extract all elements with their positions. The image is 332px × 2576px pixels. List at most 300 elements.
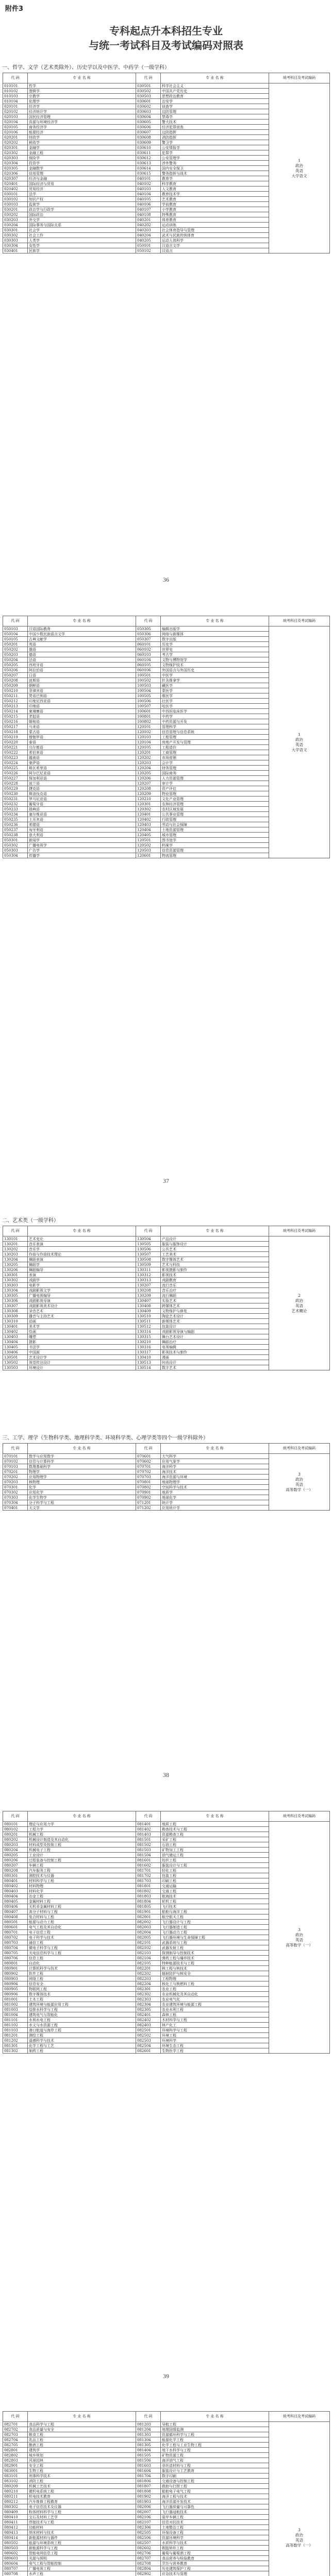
major-name: 经济统计学 xyxy=(28,109,136,114)
major-name: 粉体材料科学与工程 xyxy=(28,2510,136,2515)
major-name: 档案学 xyxy=(161,843,269,848)
major-name: 飞行器制造工程 xyxy=(161,1925,269,1930)
major-code: 130303 xyxy=(3,1283,28,1288)
major-name: 油气储运工程 xyxy=(161,1853,269,1858)
major-name: 资源循环科学与工程 xyxy=(161,2432,269,2437)
major-code: 050213 xyxy=(3,704,28,709)
major-name: 船舶与海洋工程 xyxy=(161,1909,269,1914)
major-code: 130304 xyxy=(3,1288,28,1293)
major-code: 120402 xyxy=(136,817,161,822)
major-code: 030607 xyxy=(136,130,161,135)
major-code: 120210 xyxy=(136,796,161,802)
major-code: 040102 xyxy=(136,181,161,187)
major-name: 飞行器环境与生命保障工程 xyxy=(161,1935,269,1940)
major-name: 舞蹈表演 xyxy=(28,1257,136,1262)
major-code: 081404 xyxy=(136,2448,161,2453)
major-code: 020402 xyxy=(3,187,28,192)
major-code: 080205 xyxy=(3,1853,28,1858)
major-code: 100505 xyxy=(136,693,161,699)
major-code: 082707 xyxy=(136,2556,161,2561)
major-name: 外国语言与外国历史 xyxy=(161,668,269,673)
major-code: 130204 xyxy=(3,1257,28,1262)
major-name: 辐射防护与核安全 xyxy=(161,1971,269,1976)
major-name: 环境生态工程 xyxy=(161,2043,269,2048)
section-title: 三、工学、理学（生物科学类、地理科学类、环境科学类、心理学类等四个一级学科除外） xyxy=(2,1435,208,1441)
major-code: 050305 xyxy=(136,626,161,632)
major-name: 工业设计 xyxy=(28,1853,136,1858)
major-code: 082004 xyxy=(136,1930,161,1935)
major-name: 工艺美术 xyxy=(161,1252,269,1257)
major-code: 082507 xyxy=(136,2540,161,2546)
major-name: 电气工程及其自动化 xyxy=(28,1925,136,1930)
major-code: 082703 xyxy=(3,2432,28,2437)
major-name: 伦理学 xyxy=(28,99,136,104)
major-table xyxy=(3,1226,330,1370)
major-name: 编辑出版学 xyxy=(161,626,269,632)
major-name: 中国画 xyxy=(28,1350,136,1355)
major-name: 烹饪与营养教育 xyxy=(161,2561,269,2566)
major-name: 菲律宾语 xyxy=(28,688,136,693)
major-code: 060103 xyxy=(136,652,161,657)
major-code: 050231 xyxy=(3,796,28,802)
major-name: 财务管理 xyxy=(161,766,269,771)
major-name: 体育教育 xyxy=(161,217,269,223)
major-code: 082402 xyxy=(136,2018,161,2023)
major-name: 逻辑学 xyxy=(28,89,136,94)
exam-subject: 英语 xyxy=(295,1303,303,1308)
major-code: 080101 xyxy=(3,1822,28,1827)
major-name: 思想政治教育 xyxy=(161,94,269,99)
major-name: 古典文献学 xyxy=(28,637,136,642)
column-header-code: 代 码 xyxy=(136,73,161,83)
major-code: 080801 xyxy=(3,1961,28,1966)
major-code: 120502 xyxy=(136,843,161,848)
major-code: 100802 xyxy=(136,719,161,724)
major-name: 乳品工程 xyxy=(28,2437,136,2443)
major-code: 070802 xyxy=(136,1485,161,1490)
major-name: 海洋资源开发技术 xyxy=(161,2499,269,2504)
major-code: 050223 xyxy=(3,755,28,760)
major-name: 遥感科学与技术 xyxy=(28,2038,136,2043)
major-code: 080401 xyxy=(3,1878,28,1884)
major-name: 核化工与核燃料工程 xyxy=(161,1981,269,1987)
major-name: 禁毒学 xyxy=(161,114,269,120)
major-name: 产品设计 xyxy=(161,1236,269,1242)
column-header-code: 代 码 xyxy=(3,616,28,626)
major-name: 分子科学与工程 xyxy=(28,1500,136,1505)
column-header-code: 代 码 xyxy=(136,1811,161,1822)
major-code: 080201 xyxy=(3,1832,28,1837)
major-name: 信息工程 xyxy=(28,1956,136,1961)
major-code: 040202 xyxy=(136,223,161,228)
major-name: 影视技术 xyxy=(161,1273,269,1278)
major-name: 财政学 xyxy=(28,135,136,140)
exam-subjects xyxy=(269,626,330,858)
major-code: 080414 xyxy=(3,2535,28,2540)
major-code: 130408 xyxy=(136,1303,161,1309)
major-code: 082104 xyxy=(136,1956,161,1961)
major-code: 030612 xyxy=(136,156,161,161)
major-name: 朝鲜语 xyxy=(28,683,136,688)
major-name: 公安管理学 xyxy=(161,156,269,161)
column-header-code: 代 码 xyxy=(3,73,28,83)
exam-subject: 英语 xyxy=(295,1482,303,1487)
major-name: 经济与金融 xyxy=(28,176,136,181)
major-name: 商务经济学 xyxy=(28,125,136,130)
column-header-major: 专 业 名 称 xyxy=(28,616,136,626)
major-code: 082001 xyxy=(136,1914,161,1920)
column-header-major: 专 业 名 称 xyxy=(28,73,136,83)
major-name: 文化产业管理 xyxy=(161,796,269,802)
major-code: 080210 xyxy=(3,2489,28,2494)
major-name: 藏医学 xyxy=(161,683,269,688)
major-code: 081702 xyxy=(136,1873,161,1878)
major-name: 飞行器动力工程 xyxy=(161,1930,269,1935)
major-code: 080206 xyxy=(3,1858,28,1863)
major-code: 082204 xyxy=(136,1981,161,1987)
major-code: 100502 xyxy=(136,678,161,683)
major-code: 070703 xyxy=(136,1475,161,1480)
major-name: 动画 xyxy=(28,1319,136,1324)
major-code: 060105 xyxy=(136,663,161,668)
major-code: 080708 xyxy=(3,2571,28,2576)
major-code: 050237 xyxy=(3,827,28,833)
major-name: 过程装备与控制工程 xyxy=(28,1858,136,1863)
major-code: 030608 xyxy=(136,135,161,140)
major-code: 050103 xyxy=(3,626,28,632)
major-code: 040107 xyxy=(136,207,161,212)
major-name: 冶金工程 xyxy=(28,1894,136,1899)
major-code: 130511 xyxy=(136,1319,161,1324)
major-code: 100507 xyxy=(136,704,161,709)
major-name: 流行音乐 xyxy=(161,1283,269,1288)
major-code: 050224 xyxy=(3,760,28,766)
major-name: 信用管理 xyxy=(28,171,136,176)
major-code: 120105 xyxy=(136,745,161,750)
table-header-row xyxy=(3,1444,330,1454)
major-code: 081305 xyxy=(136,2443,161,2448)
major-code: 070701 xyxy=(136,1464,161,1469)
major-code: 083102 xyxy=(3,2479,28,2484)
major-name: 越南语 xyxy=(28,755,136,760)
major-name: 化学工程与工艺 xyxy=(28,2043,136,2048)
major-name: 森林工程 xyxy=(161,2012,269,2018)
major-code: 120102 xyxy=(136,730,161,735)
major-code: 082704 xyxy=(3,2437,28,2443)
major-name: 数理基础科学 xyxy=(28,1464,136,1469)
major-name: 审计学 xyxy=(161,781,269,786)
exam-subject: 英语 xyxy=(295,1937,303,1942)
major-code: 030503 xyxy=(136,94,161,99)
major-code: 081807 xyxy=(136,2484,161,2489)
major-name: 数学与应用数学 xyxy=(28,1454,136,1459)
major-name: 金融工程 xyxy=(28,150,136,156)
major-code: 030203 xyxy=(3,217,28,223)
major-name: 缅甸语 xyxy=(28,719,136,724)
major-code: 082708 xyxy=(136,2561,161,2566)
major-name: 贸易经济 xyxy=(28,187,136,192)
major-code: 130506 xyxy=(136,1247,161,1252)
major-name: 水质科学与技术 xyxy=(161,2540,269,2546)
major-name: 武术与民族传统体育 xyxy=(161,233,269,238)
major-name: 国际事务与国际关系 xyxy=(28,223,136,228)
column-header-exam: 统考科目及考试编码 xyxy=(269,73,330,83)
major-name: 汉语言文学 xyxy=(161,243,269,248)
major-code: 081502 xyxy=(136,1842,161,1848)
major-table xyxy=(3,1443,330,1511)
column-header-major: 专 业 名 称 xyxy=(28,1811,136,1822)
major-code: 080102 xyxy=(3,1827,28,1832)
major-code: 050202 xyxy=(3,647,28,652)
major-name: 地球物理学 xyxy=(161,1480,269,1485)
major-name: 影视摄影与制作 xyxy=(161,1267,269,1273)
column-header-code: 代 码 xyxy=(136,1444,161,1454)
table-row xyxy=(3,1822,330,1827)
major-code: 120208 xyxy=(136,786,161,791)
major-code: 050228 xyxy=(3,781,28,786)
major-code: 050211 xyxy=(3,693,28,699)
major-name: 波斯语 xyxy=(28,678,136,683)
major-code: 050219 xyxy=(3,735,28,740)
major-name: 公共事业管理 xyxy=(161,812,269,817)
column-header-code: 代 码 xyxy=(136,616,161,626)
major-name: 物业管理 xyxy=(161,791,269,796)
major-name: 应用统计学 xyxy=(161,1505,269,1511)
major-code: 050215 xyxy=(3,714,28,719)
major-code: 082502 xyxy=(136,2033,161,2038)
major-name: 国内安全保卫 xyxy=(161,166,269,171)
major-name: 俄语 xyxy=(28,647,136,652)
major-code: 030304 xyxy=(3,243,28,248)
major-code: 120206 xyxy=(136,776,161,781)
major-code: 080603 xyxy=(3,2556,28,2561)
major-name: 资源勘查工程 xyxy=(161,1832,269,1837)
major-code: 082302 xyxy=(136,1992,161,1997)
major-name: 国际经济与贸易 xyxy=(28,181,136,187)
major-name: 艺术与科技 xyxy=(161,1262,269,1267)
major-code: 120405 xyxy=(136,833,161,838)
major-table xyxy=(3,2411,330,2576)
major-name: 安全工程 xyxy=(28,2463,136,2468)
major-name: 信息对抗技术 xyxy=(161,2520,269,2525)
major-code: 130401 xyxy=(3,1324,28,1329)
major-name: 食品营养与检验教育 xyxy=(161,2556,269,2561)
major-code: 030302 xyxy=(3,233,28,238)
major-name: 传播学 xyxy=(28,853,136,858)
major-name: 海洋工程与技术 xyxy=(161,2494,269,2499)
major-name: 视觉传达设计 xyxy=(28,1360,136,1365)
major-name: 边防指挥 xyxy=(161,130,269,135)
major-code: 050218 xyxy=(3,730,28,735)
major-name: 统计学 xyxy=(161,1500,269,1505)
major-name: 水文与水资源工程 xyxy=(28,2023,136,2028)
major-code: 130407 xyxy=(136,1298,161,1303)
major-code: 120601 xyxy=(136,853,161,858)
exam-subject: 英语 xyxy=(295,742,303,747)
major-code: 080412 xyxy=(3,2525,28,2530)
major-name: 轮机工程 xyxy=(161,1899,269,1904)
major-name: 作曲与作曲技术理论 xyxy=(28,1252,136,1257)
major-name: 摄影 xyxy=(28,1340,136,1345)
major-name: 环境工程 xyxy=(161,2033,269,2038)
major-code: 070601 xyxy=(136,1454,161,1459)
major-name: 国际政治 xyxy=(28,212,136,217)
major-name: 微机电系统工程 xyxy=(28,2489,136,2494)
major-name: 中国共产党历史 xyxy=(161,89,269,94)
major-name: 地下水科学与工程 xyxy=(161,2448,269,2453)
major-code: 081403 xyxy=(136,1832,161,1837)
major-code: 050205 xyxy=(3,663,28,668)
exam-subject: 英语 xyxy=(295,168,303,173)
major-name: 人类学 xyxy=(28,238,136,243)
major-name: 音乐表演 xyxy=(28,1242,136,1247)
table-row xyxy=(3,2422,330,2427)
major-code: 030613 xyxy=(136,161,161,166)
table-header-row xyxy=(3,616,330,626)
major-code: 082506 xyxy=(136,2535,161,2540)
major-code: 130208 xyxy=(136,1288,161,1293)
exam-code: 3 xyxy=(298,1471,301,1477)
major-code: 120401 xyxy=(136,812,161,817)
major-code: 070203 xyxy=(3,1480,28,1485)
major-name: 天文学 xyxy=(28,1505,136,1511)
exam-subject: 政治 xyxy=(295,1477,303,1482)
major-code: 070702 xyxy=(136,1469,161,1475)
major-name: 匈牙利语 xyxy=(28,827,136,833)
major-name: 纳米材料与技术 xyxy=(28,2530,136,2535)
major-code: 130505 xyxy=(136,1242,161,1247)
major-table xyxy=(3,1811,330,2054)
major-code: 070602 xyxy=(136,1459,161,1464)
major-code: 081801 xyxy=(136,1884,161,1889)
exam-subject: 政治 xyxy=(295,1932,303,1937)
major-name: 治安学 xyxy=(161,99,269,104)
major-code: 070202 xyxy=(3,1475,28,1480)
major-code: 082802 xyxy=(3,2453,28,2458)
major-code: 030606 xyxy=(136,125,161,130)
section-title: 一、哲学、文学（艺术类除外）、历史学以及中医学、中药学（一级学科） xyxy=(2,65,170,71)
major-name: 印度尼西亚语 xyxy=(28,699,136,704)
major-name: 文物保护技术 xyxy=(161,663,269,668)
major-code: 130201 xyxy=(3,1242,28,1247)
major-name: 生物工程 xyxy=(28,2468,136,2473)
major-name: 船舶电子电气工程 xyxy=(161,2489,269,2494)
major-name: 农村区域发展 xyxy=(161,807,269,812)
major-name: 人力资源管理 xyxy=(161,776,269,781)
major-name: 实验艺术 xyxy=(161,1298,269,1303)
major-code: 082303 xyxy=(136,1997,161,2002)
major-name: 建筑环境与能源应用工程 xyxy=(28,2002,136,2007)
major-name: 理论与应用力学 xyxy=(28,1822,136,1827)
major-name: 政治学与行政学 xyxy=(28,207,136,212)
major-code: 080701 xyxy=(3,1930,28,1935)
major-name: 矿物资源工程 xyxy=(161,2453,269,2458)
major-name: 机械工艺技术 xyxy=(28,2484,136,2489)
major-name: 阿拉伯语 xyxy=(28,668,136,673)
major-code: 083101 xyxy=(3,2473,28,2479)
major-code: 120301 xyxy=(136,802,161,807)
major-code: 100501 xyxy=(136,673,161,678)
major-code: 081003 xyxy=(3,2007,28,2012)
major-name: 大气科学 xyxy=(161,1454,269,1459)
major-name: 历史学 xyxy=(161,642,269,647)
major-name: 假肢矫形工程 xyxy=(161,2546,269,2551)
column-header-code: 代 码 xyxy=(3,1811,28,1822)
major-name: 经济学 xyxy=(28,104,136,109)
major-code: 071202 xyxy=(136,1505,161,1511)
major-code: 080203 xyxy=(3,1842,28,1848)
major-name: 信息管理与信息系统 xyxy=(161,730,269,735)
major-code: 130301 xyxy=(3,1273,28,1278)
major-code: 070401 xyxy=(3,1505,28,1511)
major-name: 土地资源管理 xyxy=(161,827,269,833)
major-name: 绘画 xyxy=(28,1329,136,1334)
exam-code: 3 xyxy=(298,1927,301,1932)
major-code: 082003 xyxy=(136,1925,161,1930)
major-name: 蒙古语 xyxy=(28,730,136,735)
major-code: 082106 xyxy=(136,2515,161,2520)
major-name: 材料成型及控制工程 xyxy=(28,1842,136,1848)
major-name: 木材科学与工程 xyxy=(161,2018,269,2023)
column-header-major: 专 业 名 称 xyxy=(28,2412,136,2422)
major-name: 意大利语 xyxy=(28,833,136,838)
major-name: 新媒体艺术 xyxy=(161,1319,269,1324)
major-code: 030101 xyxy=(3,192,28,197)
major-name: 工商管理 xyxy=(161,750,269,755)
major-name: 地质学 xyxy=(161,1490,269,1495)
major-code: 130502 xyxy=(3,1360,28,1365)
major-code: 130315 xyxy=(136,1334,161,1340)
major-name: 金属材料工程 xyxy=(28,1899,136,1904)
major-code: 080903 xyxy=(3,1976,28,1981)
major-name: 陶瓷艺术设计 xyxy=(161,1314,269,1319)
major-code: 130504 xyxy=(136,1236,161,1242)
major-name: 漫画 xyxy=(161,1355,269,1360)
major-name: 阿尔巴尼亚语 xyxy=(28,771,136,776)
major-name: 教育学 xyxy=(161,176,269,181)
major-code: 130501 xyxy=(3,1355,28,1360)
major-code: 030501 xyxy=(136,83,161,89)
major-name: 飞行技术 xyxy=(161,1904,269,1909)
major-name: 印地语 xyxy=(28,704,136,709)
major-code: 080408 xyxy=(3,1914,28,1920)
major-name: 广播电视学 xyxy=(28,843,136,848)
major-name: 数字媒体技术 xyxy=(28,1992,136,1997)
major-name: 边防管理 xyxy=(161,109,269,114)
major-name: 广告学 xyxy=(28,848,136,853)
major-code: 030610 xyxy=(136,145,161,150)
major-name: 农业机械化及其自动化 xyxy=(161,1992,269,1997)
major-code: 070303 xyxy=(3,1495,28,1500)
major-name: 哈医学 xyxy=(161,704,269,709)
major-name: 自动化 xyxy=(28,1961,136,1966)
major-name: 警务指挥与战术 xyxy=(161,171,269,176)
major-code: 080905 xyxy=(3,1987,28,1992)
major-code: 080209 xyxy=(3,2484,28,2489)
major-name: 新能源材料与器件 xyxy=(28,2535,136,2540)
major-code: 081604 xyxy=(136,2468,161,2473)
major-code: 050220 xyxy=(3,740,28,745)
major-code: 050214 xyxy=(3,709,28,714)
major-name: 计算机科学与技术 xyxy=(28,1966,136,1971)
major-code: 080601 xyxy=(3,1925,28,1930)
major-code: 130207 xyxy=(136,1283,161,1288)
major-code: 040204 xyxy=(136,233,161,238)
major-code: 120203 xyxy=(136,760,161,766)
major-name: 包装工程 xyxy=(161,1873,269,1878)
major-code: 120103 xyxy=(136,735,161,740)
major-name: 探测制导与控制技术 xyxy=(161,1951,269,1956)
